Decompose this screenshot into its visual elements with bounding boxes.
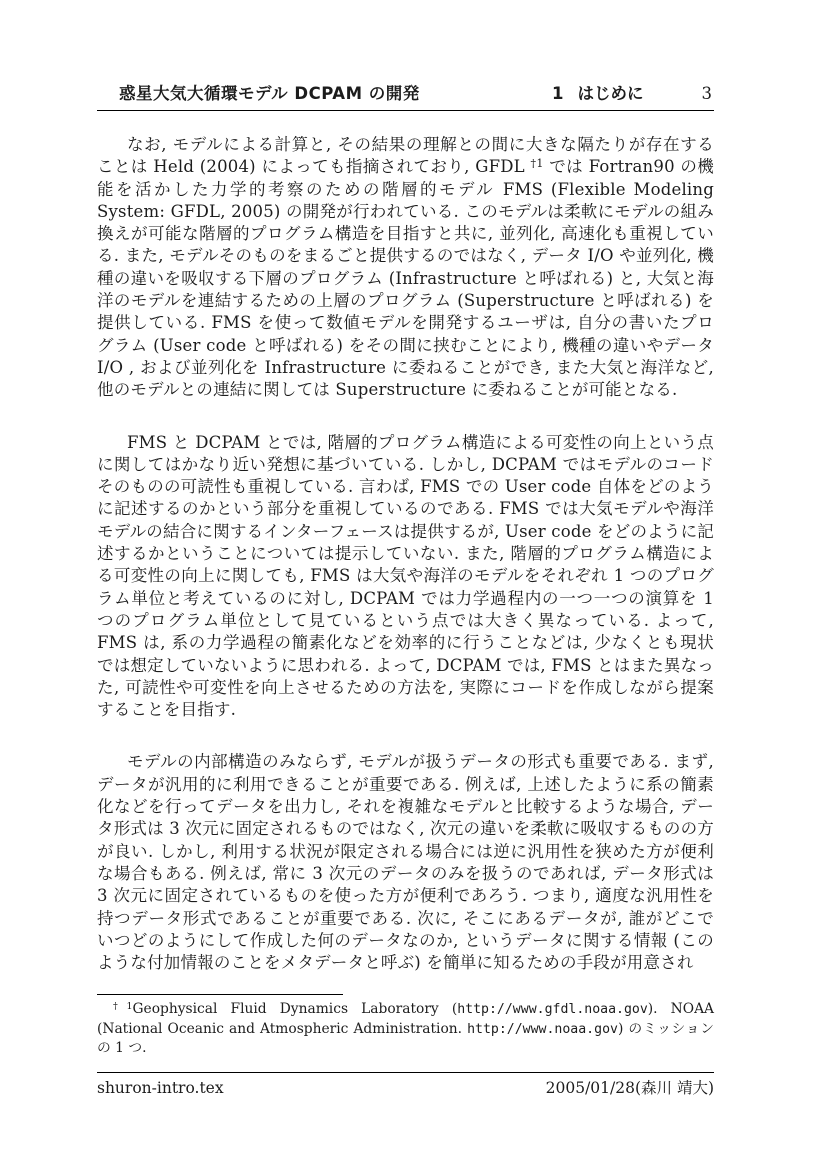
page-number: 3 (701, 84, 712, 103)
paragraph-1-text-b: では Fortran90 の機能を活かした力学的考察のための階層的モデル FMS (Flexible Modeling System: GFDL, 2005) の開発が行われている. このモデルは柔軟にモデルの組み換えが可能な階層的プログラム構造を目指すと共に, 並列化, 高速化も重視している. また, モデルそのものをまるごと提供するのではなく, データ I/O や並列化, 機種の違いを吸収する下層のプログラム (Infrastructure と呼ばれる) と, 大気と海洋のモデルを連結するための上層のプログラム (Superstructure と呼ばれる) を提供している. FMS を使って数値モデルを開発するユーザは, 自分の書いたプログラム (User code と呼ばれる) をその間に挟むことにより, 機種の違いやデータ I/O , および並列化を Infrastructure に委ねることができ, また大気と海洋など, 他のモデルとの連結に関しては Superstructure に委ねることが可能となる. (97, 157, 714, 400)
footnote-marker-ref: †1 (530, 157, 544, 171)
footnote-url-gfdl: http://www.gfdl.noaa.gov (457, 1002, 648, 1018)
footnote-rule (97, 994, 343, 995)
footnote-url-noaa: http://www.noaa.gov (467, 1021, 618, 1037)
page-footer (97, 1072, 714, 1097)
section-number: 1 (552, 84, 564, 103)
paragraph-1-text-a: なお, モデルによる計算と, その結果の理解との間に大きな隔たりが存在することは Held (2004) によっても指摘されており, GFDL (97, 135, 714, 177)
footer-date-author: 2005/01/28(森川 靖大) (545, 1078, 714, 1097)
paragraph-1 (97, 134, 714, 402)
text-block (97, 84, 714, 1097)
footnote-marker: †1 (113, 1001, 133, 1013)
paragraph-2: FMS と DCPAM とでは, 階層的プログラム構造による可変性の向上という点に関してはかなり近い発想に基づいている. しかし, DCPAM ではモデルのコードそのものの可読性も重視している. 言わば, FMS での User code 自体をどのように記述するのかという部分を重視しているのである. FMS では大気モデルや海洋モデルの結合に関するインターフェースは提供するが, User code をどのように記述するかということについては提示していない. また, 階層的プログラム構造による可変性の向上に関しても, FMS は大気や海洋のモデルをそれぞれ 1 つのプログラム単位と考えているのに対し, DCPAM では力学過程内の一つ一つの演算を 1 つのプログラム単位として見ているという点では大きく異なっている. よって, FMS は, 系の力学過程の簡素化などを効率的に行うことなどは, 少なくとも現状では想定していないように思われる. よって, DCPAM では, FMS とはまた異なった, 可読性や可変性を向上させるための方法を, 実際にコードを作成しながら提案することを目指す. (97, 432, 714, 720)
footnote-text-3: ) のミッションの 1 つ. (97, 1020, 714, 1057)
footnote (97, 1000, 714, 1059)
section-title: はじめに (577, 84, 644, 103)
paragraph-3: モデルの内部構造のみならず, モデルが扱うデータの形式も重要である. まず, データが汎用的に利用できることが重要である. 例えば, 上述したように系の簡素化などを行ってデータを出力し, それを複雑なモデルと比較するような場合, データ形式は 3 次元に固定されるものではなく, 次元の違いを柔軟に吸収するものの方が良い. しかし, 利用する状況が限定される場合には逆に汎用性を狭めた方が便利な場合もある. 例えば, 常に 3 次元のデータのみを扱うのであれば, データ形式は 3 次元に固定されているものを使った方が便利であろう. つまり, 適度な汎用性を持つデータ形式であることが重要である. 次に, そこにあるデータが, 誰がどこでいつどのようにして作成した何のデータなのか, というデータに関する情報 (このような付加情報のことをメタデータと呼ぶ) を簡単に知るための手段が用意され (97, 752, 714, 973)
running-header (97, 84, 714, 111)
body-text (97, 134, 714, 974)
document-title: 惑星大気大循環モデル DCPAM の開発 (119, 84, 420, 103)
footnote-text-2: ). NOAA (National Oceanic and Atmospheric Administration. (97, 1001, 714, 1037)
footer-filename: shuron-intro.tex (97, 1078, 224, 1097)
footnote-text-1: Geophysical Fluid Dynamics Laboratory ( (132, 1001, 458, 1018)
